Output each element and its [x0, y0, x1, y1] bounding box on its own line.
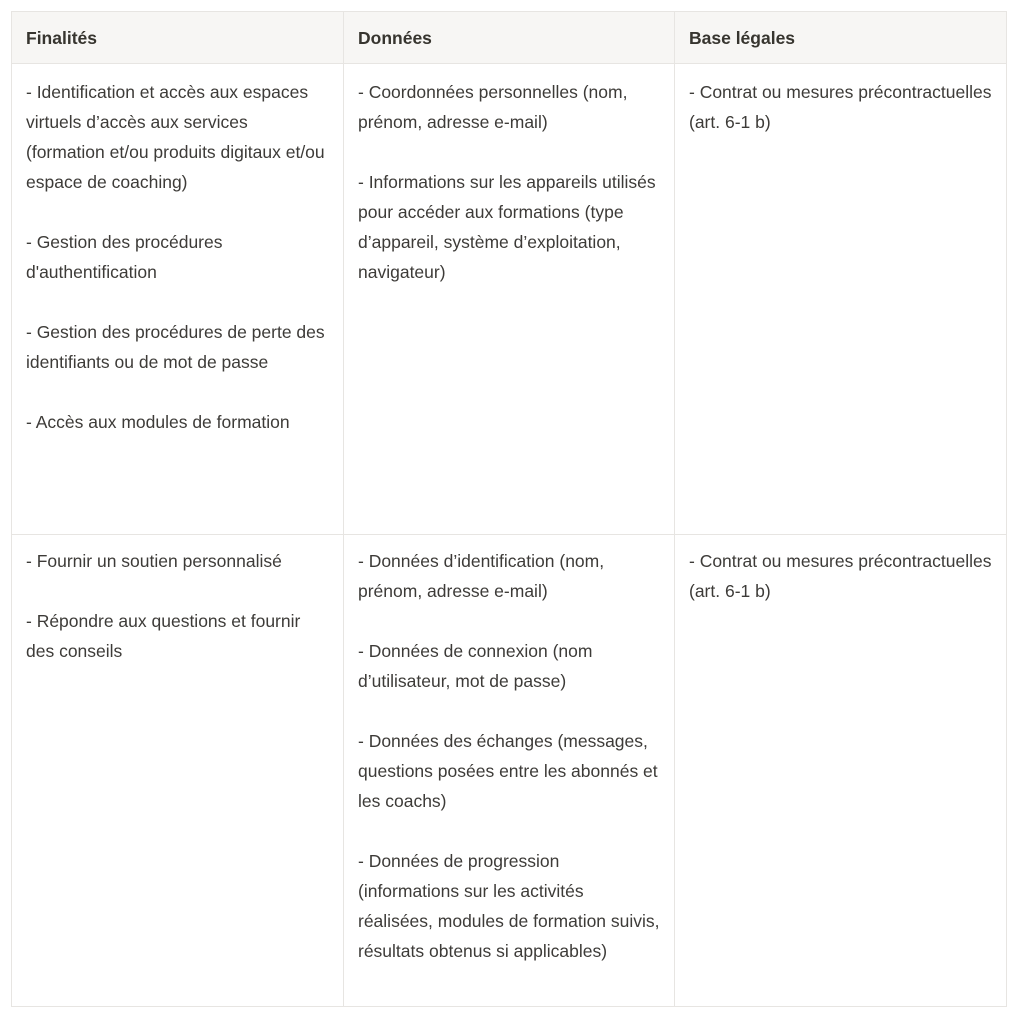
cell-paragraph: - Répondre aux questions et fournir des conseils — [26, 611, 301, 661]
cell-paragraph: - Fournir un soutien personnalisé — [26, 551, 282, 571]
cell-paragraph: - Identification et accès aux espaces virtuels d’accès aux services (formation et/ou produits digitaux et/ou espace de coaching) — [26, 82, 325, 192]
cell-donnees — [344, 64, 675, 535]
cell-paragraph: - Données d’identification (nom, prénom, adresse e-mail) — [358, 551, 605, 601]
cell-base-legales — [675, 535, 1007, 1007]
table-row — [12, 535, 1007, 1007]
cell-finalites — [12, 535, 344, 1007]
header-base-legales: Base légales — [675, 12, 1007, 64]
cell-paragraph: - Données des échanges (messages, questions posées entre les abonnés et les coachs) — [358, 731, 658, 811]
table-row — [12, 64, 1007, 535]
cell-paragraph: - Contrat ou mesures précontractuelles (art. 6-1 b) — [689, 551, 992, 601]
cell-base-legales — [675, 64, 1007, 535]
header-finalites: Finalités — [12, 12, 344, 64]
cell-paragraph: - Contrat ou mesures précontractuelles (art. 6-1 b) — [689, 82, 992, 132]
cell-paragraph: - Données de connexion (nom d’utilisateur, mot de passe) — [358, 641, 593, 691]
cell-paragraph: - Accès aux modules de formation — [26, 412, 290, 432]
cell-paragraph: - Gestion des procédures d'authentification — [26, 232, 223, 282]
cell-paragraph: - Coordonnées personnelles (nom, prénom, adresse e-mail) — [358, 82, 628, 132]
cell-finalites — [12, 64, 344, 535]
header-donnees: Données — [344, 12, 675, 64]
cell-paragraph: - Données de progression (informations sur les activités réalisées, modules de formation suivis, résultats obtenus si applicables) — [358, 851, 660, 961]
cell-paragraph: - Gestion des procédures de perte des identifiants ou de mot de passe — [26, 322, 325, 372]
cell-paragraph: - Informations sur les appareils utilisés pour accéder aux formations (type d’appareil, système d’exploitation, navigateur) — [358, 172, 656, 282]
data-processing-table-container — [11, 11, 1006, 1007]
table-header-row — [12, 12, 1007, 64]
cell-donnees — [344, 535, 675, 1007]
data-processing-table — [11, 11, 1007, 1007]
